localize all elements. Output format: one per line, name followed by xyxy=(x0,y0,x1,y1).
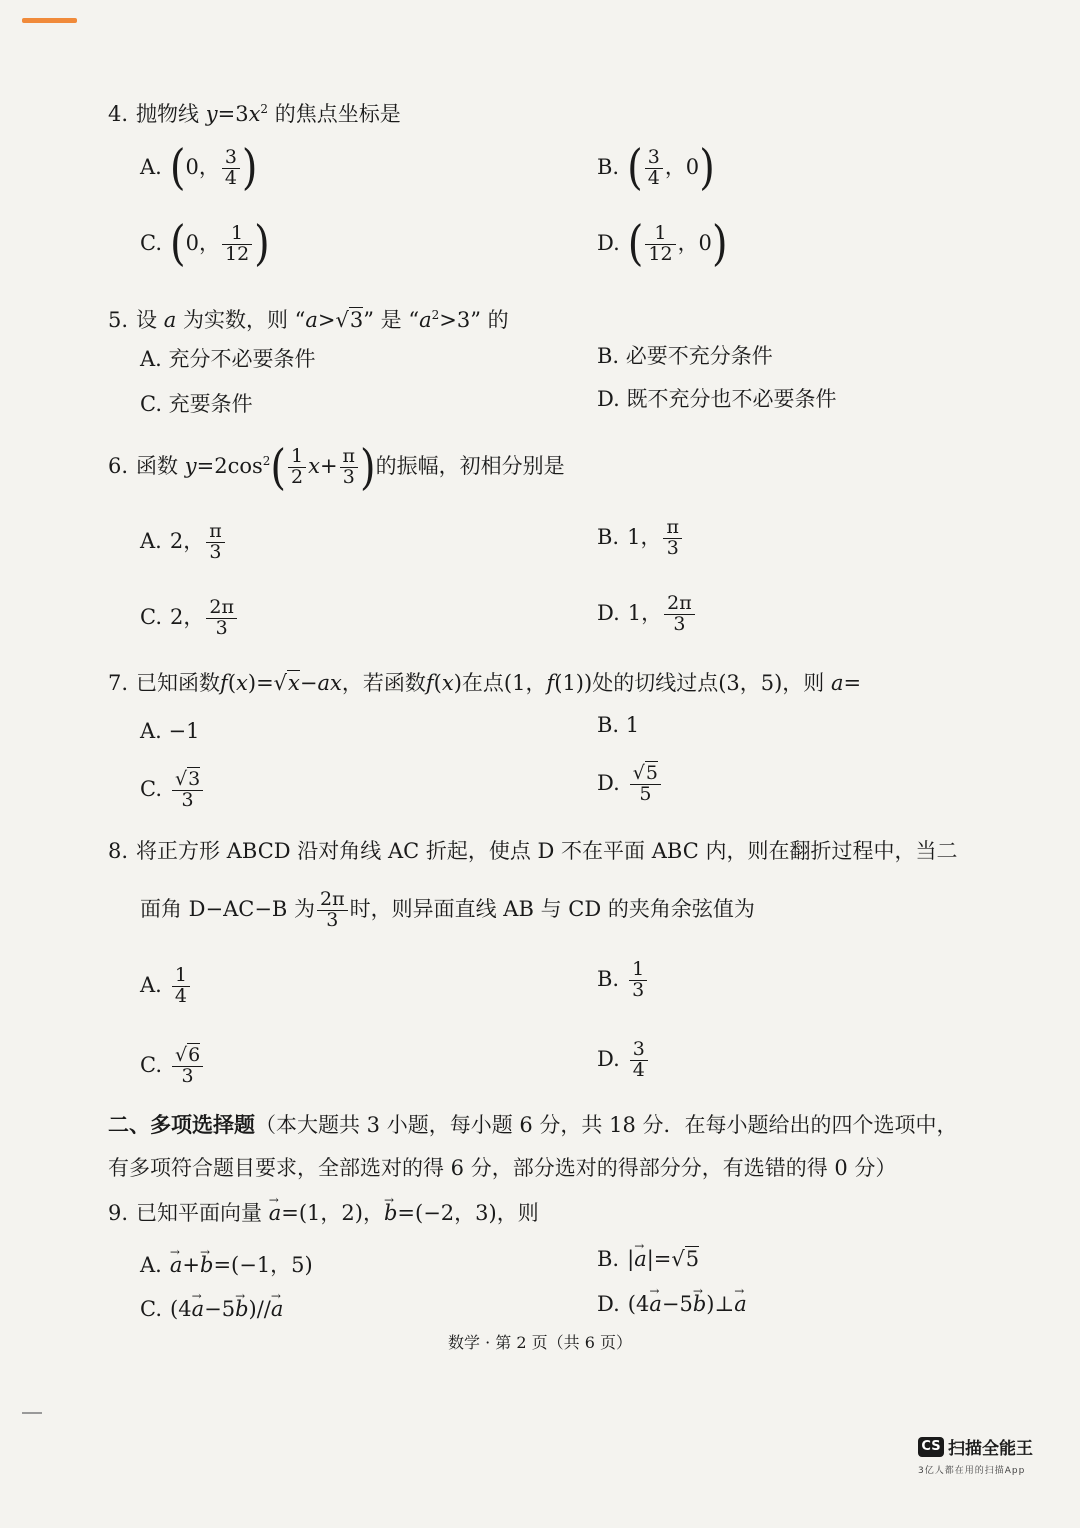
scanner-watermark: CS 扫描全能王 3亿人都在用的扫描App xyxy=(918,1438,1033,1476)
q8-option-d: D. $\frac{3}{4}$ xyxy=(597,1040,650,1081)
question-6: 6. 函数 $y=2\cos^2$( $\frac{1}{2}$ x+ $\frac{\pi}{3}$ )的振幅，初相分别是 xyxy=(108,439,565,496)
q7-option-c: C. $\frac{√3}{3}$ xyxy=(140,770,205,811)
question-8-line-2: 面角 D−AC−B 为 $\frac{2\pi}{3}$ 时，则异面直线 AB 与 CD 的夹角余弦值为 xyxy=(140,888,755,931)
q4-option-b: B. ( $\frac{3}{4}$ ，0) xyxy=(597,140,715,197)
q8-option-b: B. $\frac{1}{3}$ xyxy=(597,960,649,1001)
q4-option-d: D. ( $\frac{1}{12}$ ，0) xyxy=(597,216,728,273)
q6-option-b: B. 1， $\frac{\pi}{3}$ xyxy=(597,518,684,559)
edge-mark xyxy=(22,1412,42,1414)
question-7: 7. 已知函数f(x)=√x−ax，若函数f(x)在点(1，f(1))处的切线过点(3，5)，则 a= xyxy=(108,671,862,695)
q6-option-d: D. 1， $\frac{2\pi}{3}$ xyxy=(597,594,697,635)
corner-mark xyxy=(22,18,77,23)
page-footer: 数学 · 第 2 页（共 6 页） xyxy=(448,1333,632,1352)
q6-option-c: C. 2， $\frac{2\pi}{3}$ xyxy=(140,598,239,639)
q9-option-a: A.→ a+→ b=(−1，5) xyxy=(140,1250,313,1280)
q5-option-d: D. 既不充分也不必要条件 xyxy=(597,387,837,411)
q5-option-a: A. 充分不必要条件 xyxy=(140,347,316,371)
camscanner-logo-icon: CS xyxy=(918,1437,944,1457)
question-4: 4. 抛物线 $y=3x^2$ 的焦点坐标是 xyxy=(108,102,401,126)
q4-option-a: A. (0， $\frac{3}{4}$ ) xyxy=(140,140,258,197)
section-2-header: 二、多项选择题（本大题共 3 小题，每小题 6 分，共 18 分．在每小题给出的四个选项中， xyxy=(108,1112,958,1137)
q8-option-a: A. $\frac{1}{4}$ xyxy=(140,966,192,1007)
q7-option-b: B. 1 xyxy=(597,713,640,737)
q8-option-c: C. $\frac{√6}{3}$ xyxy=(140,1046,205,1087)
q4-option-c: C. (0， $\frac{1}{12}$ ) xyxy=(140,216,270,273)
section-2-desc: 有多项符合题目要求，全部选对的得 6 分，部分选对的得部分分，有选错的得 0 分） xyxy=(108,1156,897,1180)
question-9: 9. 已知平面向量 → a=(1，2)，→ b=(−2，3)，则 xyxy=(108,1198,539,1228)
q7-option-a: A. −1 xyxy=(140,719,200,743)
question-8: 8. 将正方形 ABCD 沿对角线 AC 折起，使点 D 不在平面 ABC 内，则在翻折过程中，当二 xyxy=(108,839,958,863)
q7-option-d: D. $\frac{√5}{5}$ xyxy=(597,764,663,805)
q9-option-d: D. (4→ a−5→ b)⊥→ a xyxy=(597,1289,747,1319)
q9-option-c: C. (4→ a−5→ b)//→ a xyxy=(140,1294,283,1324)
q5-option-b: B. 必要不充分条件 xyxy=(597,344,773,368)
q6-option-a: A. 2， $\frac{\pi}{3}$ xyxy=(140,522,227,563)
q9-option-b: B. |→ a|=√5 xyxy=(597,1244,699,1274)
question-5: 5. 设 a 为实数，则 “a>√3” 是 “$a^2>3$” 的 xyxy=(108,308,509,332)
q5-option-c: C. 充要条件 xyxy=(140,392,253,416)
